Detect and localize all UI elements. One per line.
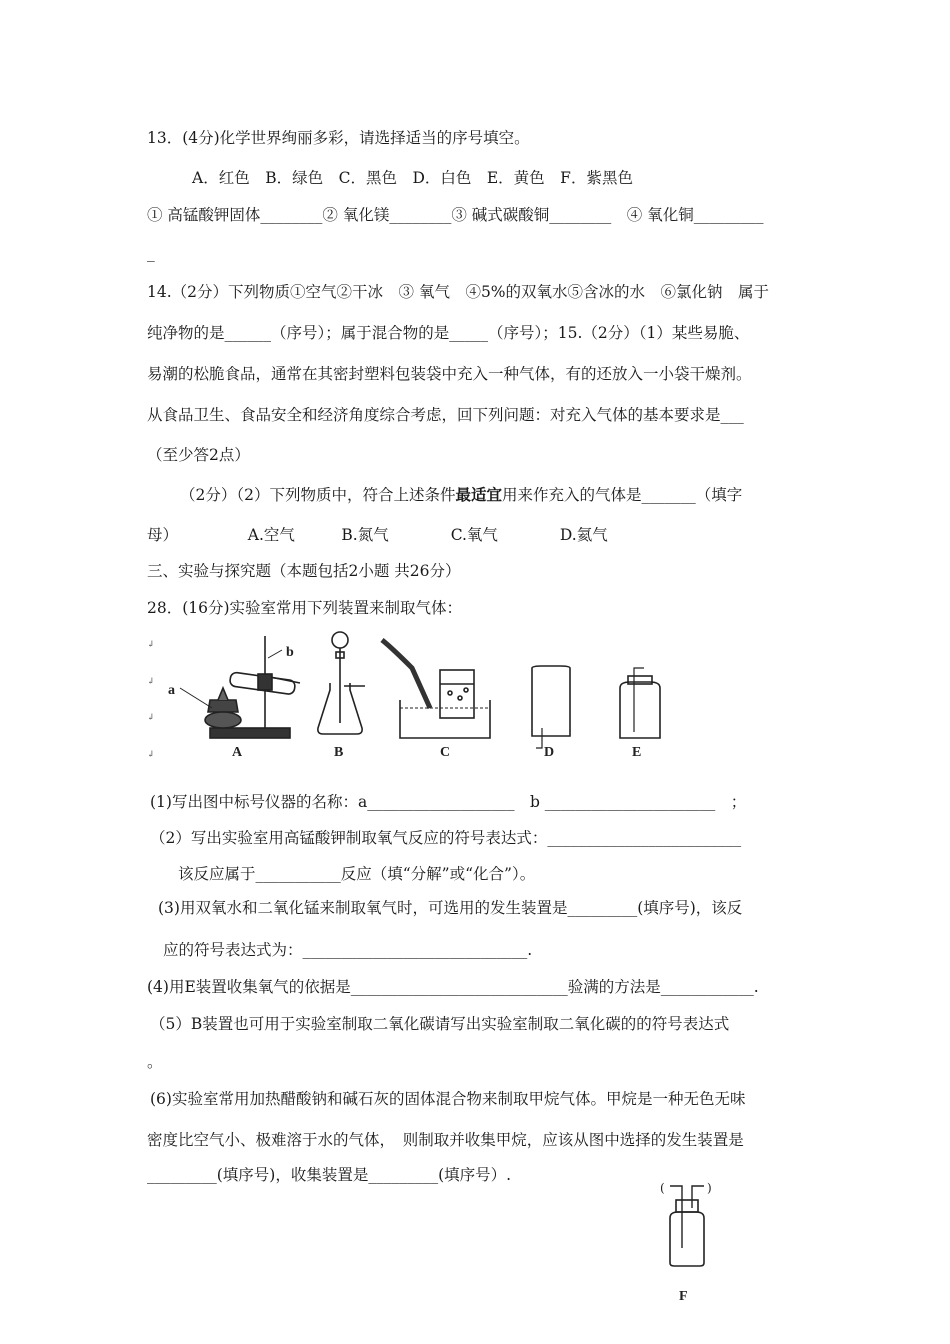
q28-p3: (3)用双氧水和二氧化锰来制取氧气时，可选用的发生装置是_________(填序号)，该反 [158,899,743,917]
margin-mark: ↲ [147,677,155,687]
margin-mark: ↲ [147,750,155,760]
label-F: F [679,1289,688,1304]
margin-mark: ↲ [147,713,155,723]
apparatus-c [382,640,490,738]
q28-p2: （2）写出实验室用高锰酸钾制取氧气反应的符号表达式：_________________________ [150,829,742,847]
q28-p6: (6)实验室常用加热醋酸钠和碱石灰的固体混合物来制取甲烷气体。甲烷是一种无色无味 [150,1090,746,1108]
apparatus-b [318,632,365,734]
apparatus-figure [160,628,680,768]
label-b: b [286,645,294,660]
apparatus-d [532,666,570,748]
svg-text:): ) [707,1181,712,1195]
section3-heading: 三、实验与探究题（本题包括2小题 共26分） [147,562,461,580]
q15-line4 [180,483,742,505]
q14-line1: 14.（2分）下列物质①空气②干冰 ③ 氧气 ④5%的双氧水⑤含冰的水 ⑥氯化钠 属于 [147,283,770,301]
q28-p1: (1)写出图中标号仪器的名称：a___________________ b ______________________ ； [150,793,747,811]
q15-line5: 母） A.空气 B.氮气 C.氧气 D.氦气 [147,526,608,544]
q15-line4-b: 用来作充入的气体是_______（填字 [502,486,743,504]
q28-p5b: 。 [147,1053,163,1071]
q28-p3b: 应的符号表达式为：_____________________________. [163,941,533,959]
apparatus-e [620,668,660,738]
q28-p2b: 该反应属于___________反应（填“分解”或“化合”）。 [178,865,536,883]
svg-text:(: ( [660,1181,665,1195]
q13-title: 13．(4分)化学世界绚丽多彩，请选择适当的序号填空。 [147,129,530,147]
margin-mark: ↲ [147,640,155,650]
label-a: a [168,683,175,698]
q28-p6c: _________(填序号)，收集装置是_________(填序号）. [147,1166,512,1184]
q15-line1: 易潮的松脆食品，通常在其密封塑料包装袋中充入一种气体，有的还放入一小袋干燥剂。 [147,365,752,383]
q13-tail: _ [147,244,155,262]
q13-blanks: ① 高锰酸钾固体________② 氧化镁________③ 碱式碳酸铜________ ④ 氧化铜_________ [147,206,764,224]
q15-line2: 从食品卫生、食品安全和经济角度综合考虑，回下列问题：对充入气体的基本要求是___ [147,406,744,424]
q28-p5: （5）B装置也可用于实验室制取二氧化碳请写出实验室制取二氧化碳的的符号表达式 [150,1015,730,1033]
q15-line4-a: （2分）（2）下列物质中，符合上述条件 [180,486,456,504]
label-C: C [440,745,451,760]
q15-line3: （至少答2点） [147,446,250,464]
q14-line2: 纯净物的是______（序号）；属于混合物的是_____（序号）；15.（2分）（1）某些易脆、 [147,324,750,342]
q15-emphasis: 最适宜 [455,486,502,504]
q28-p6b: 密度比空气小、极难溶于水的气体， 则制取并收集甲烷，应该从图中选择的发生装置是 [147,1131,744,1149]
label-D: D [544,745,555,760]
label-B: B [334,745,344,760]
apparatus-f [652,1178,722,1308]
apparatus-a [180,636,300,738]
label-A: A [232,745,243,760]
q28-title: 28．(16分)实验室常用下列装置来制取气体： [147,599,463,617]
label-E: E [632,745,642,760]
q28-p4: (4)用E装置收集氧气的依据是____________________________验满的方法是____________. [147,978,759,996]
q13-options: A．红色 B．绿色 C．黑色 D．白色 E．黄色 F．紫黑色 [192,169,633,187]
